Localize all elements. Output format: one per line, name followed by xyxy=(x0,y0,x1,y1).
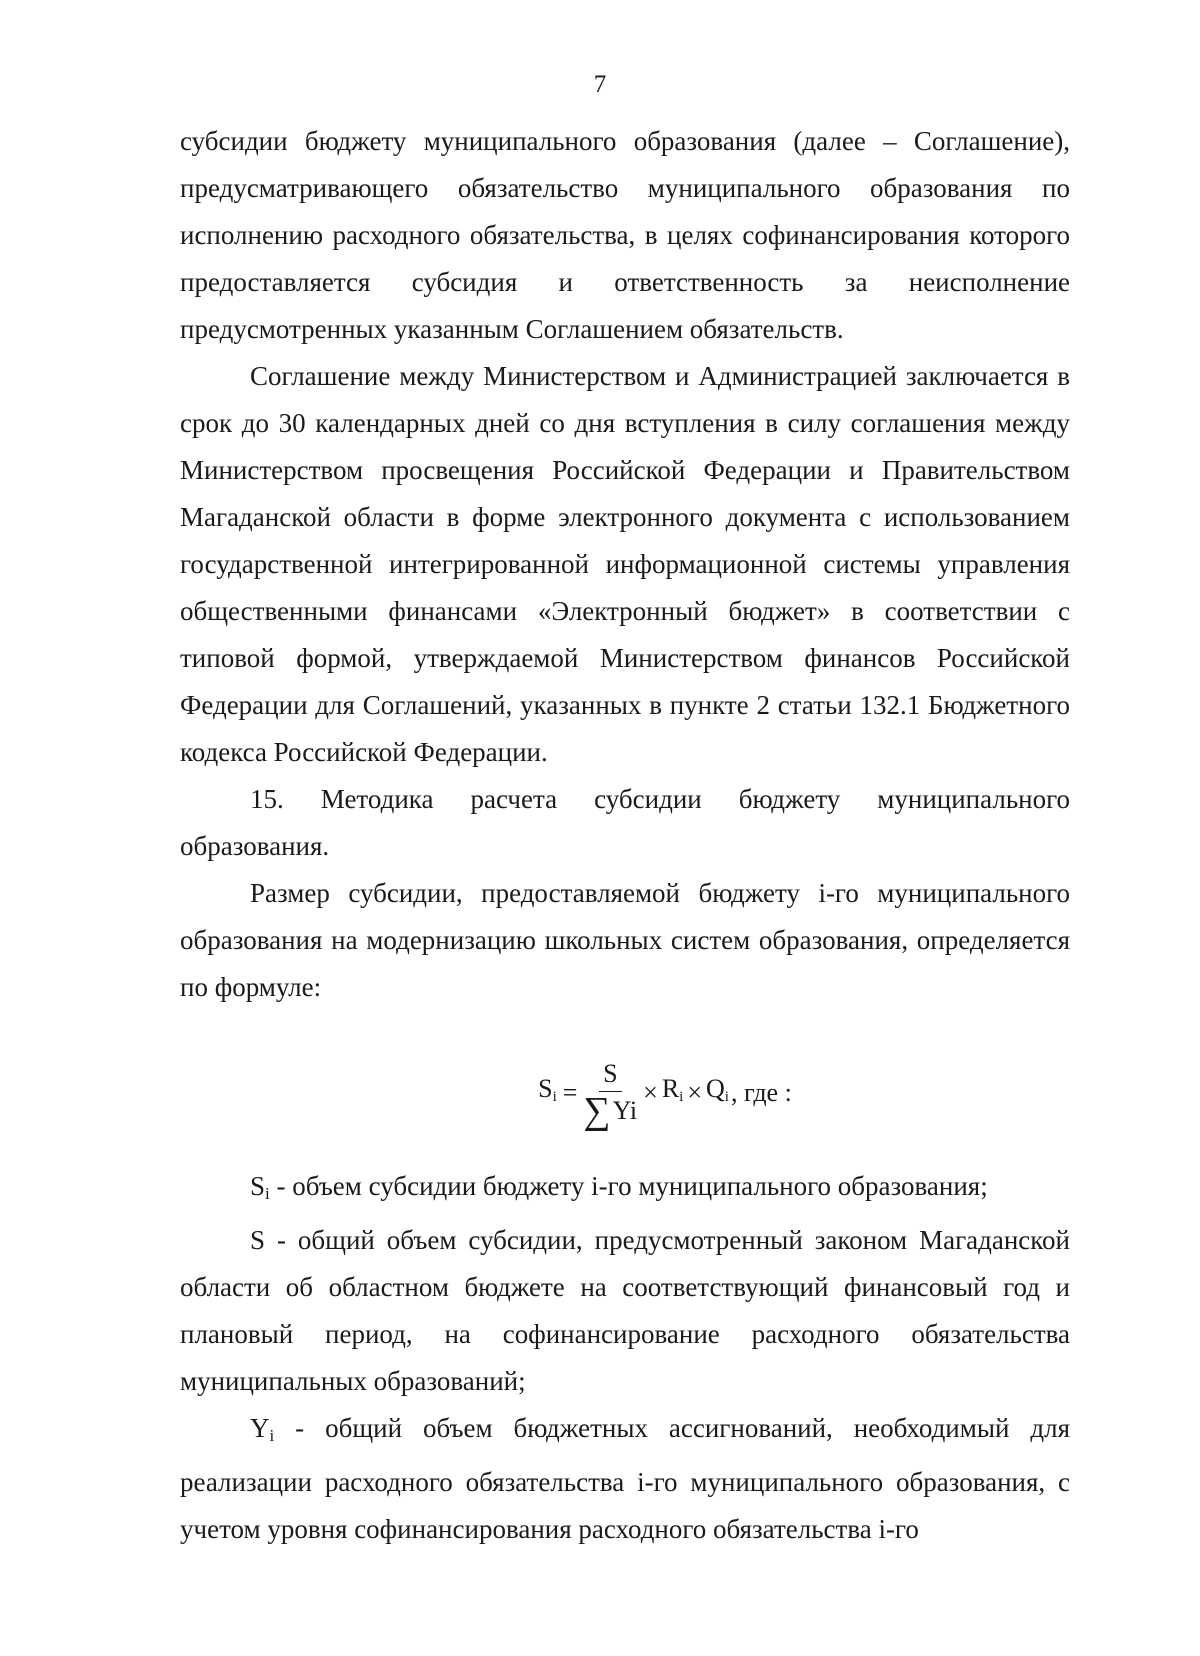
page-number: 7 xyxy=(593,71,607,98)
formula-denominator: ∑ Yi xyxy=(583,1089,638,1132)
formula-times-2: × xyxy=(687,1078,702,1107)
definition-s: S - общий объем субсидии, предусмотренный законом Магаданской области об областном бюджете на соответствующий финансовый год и плановый период, на софинансирование расходного обязательства муниципальных образований; xyxy=(180,1225,1070,1396)
subsidy-formula xyxy=(260,1047,1070,1139)
formula-tail: , где : xyxy=(730,1078,792,1107)
formula-fraction xyxy=(583,1058,638,1132)
paragraph-methodology-heading: 15. Методика расчета субсидии бюджету муниципального образования. xyxy=(180,784,1070,861)
definition-si: $S_i$ - объем субсидии бюджету і-го муниципального образования; xyxy=(250,1171,988,1203)
formula-lhs: $S_i$ xyxy=(538,1074,557,1105)
formula-numerator: S xyxy=(599,1059,621,1092)
definition-yi: $Y_i$ - общий объем бюджетных ассигнований, необходимый для реализации расходного обязательства і-го муниципального образования, с учетом уровня софинансирования расходного обязательства і-го xyxy=(180,1413,1070,1544)
formula-equals: = xyxy=(562,1078,578,1107)
document-body xyxy=(180,118,1070,1553)
formula-q: $Q_i$ xyxy=(706,1074,729,1105)
formula-r: $R_i$ xyxy=(661,1074,684,1105)
paragraph-formula-intro: Размер субсидии, предоставляемой бюджету і-го муниципального образования на модернизацию школьных систем образования, определяется по формуле: xyxy=(180,878,1070,1002)
paragraph-agreement-terms: Соглашение между Министерством и Администрацией заключается в срок до 30 календарных дней со дня вступления в силу соглашения между Министерством просвещения Российской Федерации и Правительством Магаданской области в форме электронного документа с использованием государственной интегрированной информационной системы управления общественными финансами «Электронный бюджет» в соответствии с типовой формой, утверждаемой Министерством финансов Российской Федерации для Соглашений, указанных в пункте 2 статьи 132.1 Бюджетного кодекса Российской Федерации. xyxy=(180,361,1070,767)
formula-times-1: × xyxy=(643,1078,658,1107)
sigma-symbol: ∑ xyxy=(583,1089,611,1132)
paragraph-agreement-continuation: субсидии бюджету муниципального образования (далее – Соглашение), предусматривающего обязательство муниципального образования по исполнению расходного обязательства, в целях софинансирования которого предоставляется субсидия и ответственность за неисполнение предусмотренных указанным Соглашением обязательств. xyxy=(180,126,1070,344)
